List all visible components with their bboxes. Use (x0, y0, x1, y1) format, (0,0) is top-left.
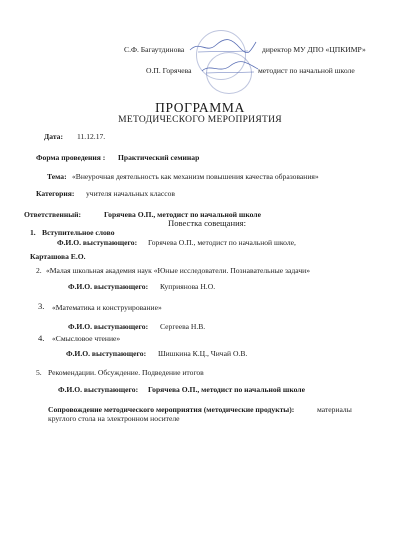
document-title: ПРОГРАММА (155, 100, 245, 115)
agenda-item-5-speaker-value: Горячева О.П., методист по начальной школе (148, 385, 305, 394)
agenda-item-4-title: «Смысловое чтение» (52, 334, 121, 343)
agenda-item-1-number: 1. (30, 228, 36, 237)
approver-1-name: С.Ф. Багаутдинова (124, 45, 185, 54)
agenda-item-4-number: 4. (38, 333, 45, 343)
topic-label: Тема: (47, 172, 67, 181)
responsible-label: Ответственный: (24, 210, 82, 219)
agenda-title: Повестка совещания: (168, 218, 247, 228)
category-value: учителя начальных классов (86, 189, 176, 198)
agenda-item-1-title: Вступительное слово (42, 228, 115, 237)
agenda-item-2-title: «Малая школьная академия наук «Юные исследователи. Познавательные задачи» (46, 266, 310, 275)
form-label: Форма проведения : (36, 153, 106, 162)
agenda-item-5-number: 5. (36, 368, 42, 377)
agenda-item-2-speaker-label: Ф.И.О. выступающего: (68, 282, 149, 291)
agenda-item-5-title: Рекомендации. Обсуждение. Подведение итогов (48, 368, 204, 377)
agenda-item-1-speaker-value: Горячева О.П., методист по начальной школе, (148, 238, 296, 247)
agenda-item-2-speaker-value: Куприянова Н.О. (160, 282, 216, 291)
agenda-item-1-speaker-label: Ф.И.О. выступающего: (57, 238, 138, 247)
support-label: Сопровождение методического мероприятия (методические продукты): (48, 405, 295, 414)
approver-2-name: О.П. Горячева (146, 66, 192, 75)
agenda-item-3-title: «Математика и конструирование» (52, 303, 162, 312)
agenda-item-3-speaker-label: Ф.И.О. выступающего: (68, 322, 149, 331)
date-label: Дата: (44, 132, 63, 141)
form-value: Практический семинар (118, 153, 200, 162)
approver-2-title: методист по начальной школе (258, 66, 355, 75)
support-line-2: круглого стола на электронном носителе (48, 414, 180, 423)
agenda-item-2-number: 2. (36, 266, 42, 275)
category-label: Категория: (36, 189, 75, 198)
agenda-item-1-speaker-extra: Карташова Е.О. (30, 252, 86, 261)
topic-value: «Внеурочная деятельность как механизм повышения качества образования» (72, 172, 319, 181)
date-value: 11.12.17. (77, 132, 106, 141)
agenda-item-5-speaker-label: Ф.И.О. выступающего: (58, 385, 139, 394)
approver-1-title: директор МУ ДПО «ЦПКИМР» (262, 45, 366, 54)
responsible-value: Горячева О.П., методист по начальной школе (104, 210, 261, 219)
document-subtitle: МЕТОДИЧЕСКОГО МЕРОПРИЯТИЯ (118, 115, 282, 125)
agenda-item-4-speaker-label: Ф.И.О. выступающего: (66, 349, 147, 358)
agenda-item-3-speaker-value: Сергеева Н.В. (160, 322, 206, 331)
stamp-2-icon (206, 52, 252, 94)
agenda-item-4-speaker-value: Шишкина К.Ц., Чичай О.В. (158, 349, 248, 358)
agenda-item-3-number: 3. (38, 301, 45, 311)
support-value: материалы (317, 405, 352, 414)
